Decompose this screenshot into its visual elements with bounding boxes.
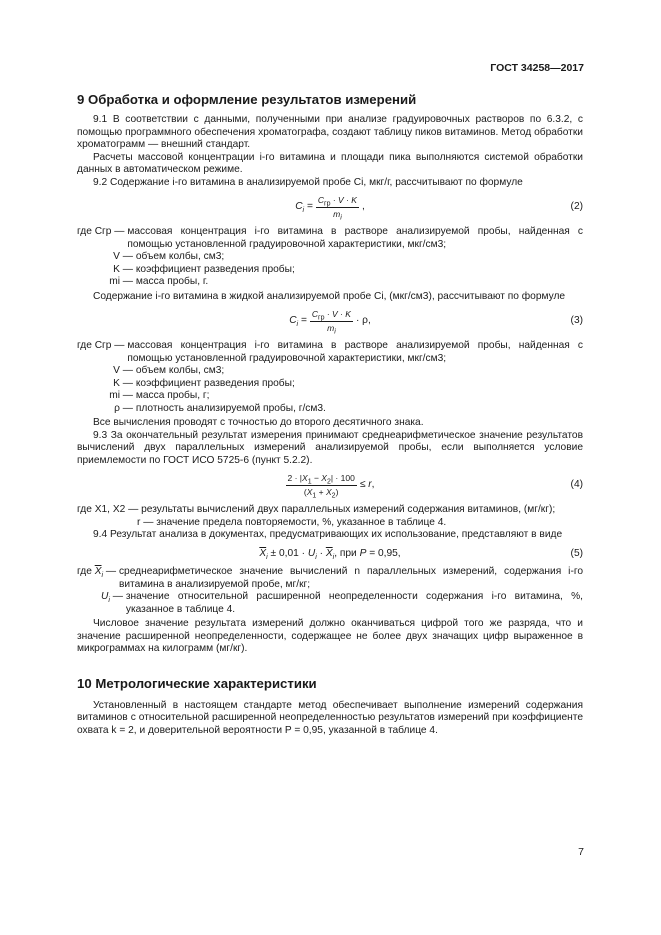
paragraph-liquid: Содержание i-го витамина в жидкой анализируемой пробе Ci, (мкг/см3), рассчитывают по формуле <box>93 290 566 302</box>
section-9-title: 9 Обработка и оформление результатов измерений <box>77 92 417 107</box>
definitions-list-b <box>77 340 583 415</box>
definition-x: где X1, X2 — результаты вычислений двух параллельных измерений содержания витаминов, (мг/кг); <box>77 504 556 515</box>
definition-desc: масса пробы, г; <box>135 390 210 401</box>
definition-desc: объем колбы, см3; <box>135 365 225 376</box>
definition-term: mi — <box>109 276 133 287</box>
definition-term: ρ — <box>114 402 133 414</box>
formula-2: $C_i$ = $\frac{C_{гр} \cdot V \cdot K}{m_i}$ , (2) <box>295 195 583 222</box>
definition-item <box>77 390 583 403</box>
definition-item <box>77 378 583 391</box>
definition-item: $U_i$ — значение относительной расширенной неопределенности содержания i-го витамина, %, указанное в таблице 4. <box>101 591 583 615</box>
definition-term: V — <box>113 251 133 262</box>
definition-item <box>77 264 583 277</box>
formula-3-number: (3) <box>570 315 583 327</box>
definition-term: где Cгр — <box>77 226 125 237</box>
formula-3: $C_i$ = $\frac{C_{гр} \cdot V \cdot K}{m_i}$ · ρ, (3) <box>289 309 583 336</box>
definition-term: mi — <box>109 390 133 401</box>
definition-desc: среднеарифметическое значение вычислений n параллельных измерений, содержания i-го витамина в анализируемой пробе, мг/кг; <box>118 566 583 590</box>
definition-desc: массовая концентрация i-го витамина в растворе анализируемой пробы, найденная с помощью установленной градуировочной характеристики, мкг/см3; <box>127 226 583 250</box>
definition-desc: плотность анализируемой пробы, г/см3. <box>135 402 326 414</box>
definition-item <box>77 276 583 289</box>
paragraph-rounding: Числовое значение результата измерений должно оканчиваться цифрой того же разряда, что и значение расширенной неопределенности, содержащее не более двух значащих цифр выраженное в микрограммах на килограмм (мг/кг). <box>77 618 583 654</box>
paragraph-9-1-b: Расчеты массовой концентрации i-го витамина и площади пика выполняются системой обработки данных в автоматическом режиме. <box>77 151 583 175</box>
formula-2-number: (2) <box>570 201 583 213</box>
formula-5: $\overline{X}_i \pm 0,01 \cdot U_i \cdot \overline{X}_i$, при P = 0,95, (5) <box>259 547 583 561</box>
definitions-list-c <box>77 566 583 616</box>
definition-term: K — <box>113 263 133 275</box>
formula-4-number: (4) <box>570 479 583 491</box>
definition-term: где Cгр — <box>77 340 125 351</box>
definitions-list-a <box>77 226 583 289</box>
definition-item <box>77 365 583 378</box>
definition-item <box>77 251 583 264</box>
definition-desc: масса пробы, г. <box>135 276 209 287</box>
definition-term: K — <box>113 377 133 389</box>
definition-item <box>77 403 583 416</box>
definition-desc: объем колбы, см3; <box>135 251 225 262</box>
page-number: 7 <box>578 846 584 858</box>
standard-code: ГОСТ 34258—2017 <box>490 62 584 74</box>
paragraph-9-4: 9.4 Результат анализа в документах, предусматривающих их использование, представляют в виде <box>93 529 563 540</box>
paragraph-9-1: 9.1 В соответствии с данными, полученными при анализе градуировочных растворов по 6.3.2, с помощью программного обеспечения хроматографа, создают таблицу пиков витаминов. Метод обработки хроматограмм — внешний стандарт. <box>77 114 583 150</box>
formula-4: $\frac{2 \cdot |X_1 - X_2| \cdot 100}{(X_1 + X_2)}$ ≤ r, (4) <box>287 473 583 500</box>
section-10-title: 10 Метрологические характеристики <box>77 675 317 691</box>
paragraph-10: Установленный в настоящем стандарте метод обеспечивает выполнение измерений содержания витаминов с относительной расширенной неопределенностью результатов измерений при коэффициенте охвата k = 2, и доверительной вероятности P = 0,95, указанной в таблице 4. <box>77 699 583 736</box>
formula-5-number: (5) <box>570 547 583 559</box>
paragraph-precision: Все вычисления проводят с точностью до второго десятичного знака. <box>93 417 424 428</box>
definition-item: где $\overline{X}_i$ — среднеарифметическое значение вычислений n параллельных измерений, содержания i-го витамина в анализируемой пробе, мг/кг; <box>77 566 583 590</box>
definition-item <box>77 340 583 365</box>
paragraph-9-3: 9.3 За окончательный результат измерения принимают среднеарифметическое значение результатов вычислений двух параллельных измерений анализируемой пробы, если выполняется условие приемлемости по ГОСТ ИСО 5725-6 (пункт 5.2.2). <box>77 429 583 466</box>
page-content <box>77 92 583 737</box>
definition-term: V — <box>113 365 133 376</box>
definition-item <box>77 226 583 251</box>
definition-desc: значение относительной расширенной неопределенности содержания i-го витамина, %, указанное в таблице 4. <box>125 591 583 615</box>
definition-r: r — значение предела повторяемости, %, указанное в таблице 4. <box>137 516 447 528</box>
definition-desc: коэффициент разведения пробы; <box>135 377 295 389</box>
definition-desc: массовая концентрация i-го витамина в растворе анализируемой пробы, найденная с помощью установленной градуировочной характеристики, мкг/см3; <box>127 340 583 364</box>
paragraph-9-2: 9.2 Содержание i-го витамина в анализируемой пробе Ci, мкг/г, рассчитывают по формуле <box>93 176 523 188</box>
definition-desc: коэффициент разведения пробы; <box>135 263 295 275</box>
